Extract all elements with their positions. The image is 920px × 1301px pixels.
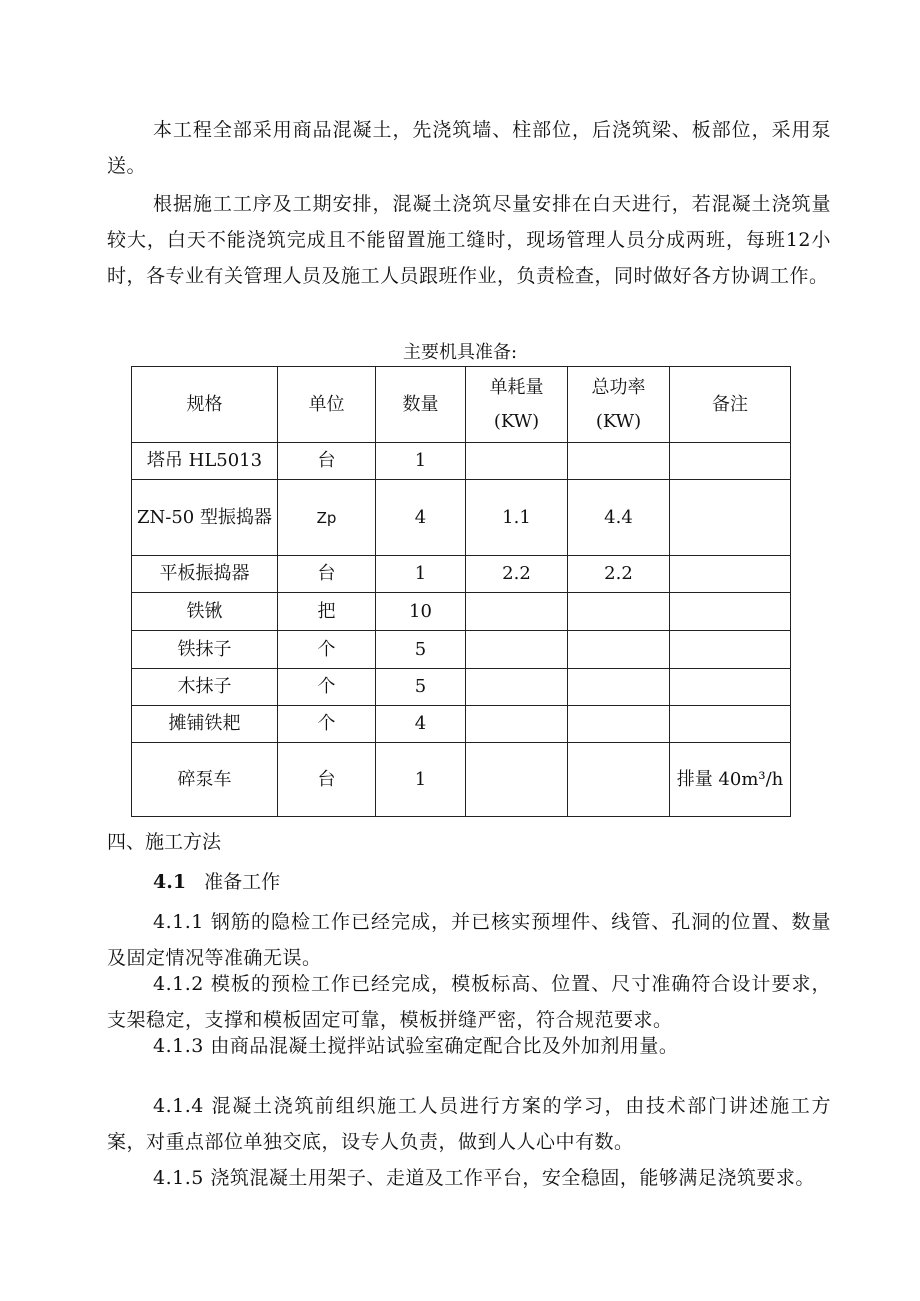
cell-spec: 塔吊 HL5013 (132, 443, 278, 480)
cell-qty: 1 (376, 556, 466, 593)
cell-spec: 铁抹子 (132, 631, 278, 669)
cell-power-unit (466, 593, 568, 631)
cell-power-unit (466, 631, 568, 669)
cell-power-total (568, 443, 670, 480)
subsection-title: 准备工作 (204, 871, 281, 893)
cell-unit: 个 (278, 669, 376, 706)
cell-unit: Zp (278, 480, 376, 556)
section-item: 4.1.5 浇筑混凝土用架子、走道及工作平台，安全稳固，能够满足浇筑要求。 (153, 1167, 815, 1189)
cell-power-unit (466, 443, 568, 480)
header-unit: 单位 (278, 367, 376, 443)
header-power-total-line2: (KW) (595, 410, 642, 432)
cell-note (670, 443, 791, 480)
intro-paragraph-2: 根据施工工序及工期安排，混凝土浇筑尽量安排在白天进行，若混凝土浇筑量较大，白天不能浇筑完成且不能留置施工缝时，现场管理人员分成两班，每班12小时，各专业有关管理人员及施工人员跟班作业，负责检查，同时做好各方协调工作。 (107, 193, 831, 287)
cell-spec: 摊铺铁耙 (132, 706, 278, 743)
table-row (132, 480, 791, 556)
cell-power-total: 2.2 (568, 556, 670, 593)
section-heading: 四、施工方法 (107, 831, 222, 853)
header-power-unit-line2: (KW) (493, 410, 540, 432)
equipment-table (131, 366, 791, 817)
section-item: 4.1.2 模板的预检工作已经完成，模板标高、位置、尺寸准确符合设计要求，支架稳定，支撑和模板固定可靠，模板拼缝严密，符合规范要求。 (107, 973, 831, 1031)
cell-unit: 台 (278, 743, 376, 817)
cell-note (670, 669, 791, 706)
cell-unit: 个 (278, 631, 376, 669)
cell-note (670, 706, 791, 743)
table-row (132, 743, 791, 817)
table-row (132, 669, 791, 706)
cell-spec: 平板振捣器 (132, 556, 278, 593)
cell-power-unit (466, 669, 568, 706)
cell-qty: 5 (376, 669, 466, 706)
cell-unit: 个 (278, 706, 376, 743)
cell-note (670, 480, 791, 556)
subsection-heading (153, 867, 280, 897)
table-row (132, 443, 791, 480)
table-row (132, 556, 791, 593)
section-item: 4.1.4 混凝土浇筑前组织施工人员进行方案的学习，由技术部门讲述施工方案，对重点部位单独交底，设专人负责，做到人人心中有数。 (107, 1095, 831, 1153)
cell-spec: 碎泵车 (132, 743, 278, 817)
cell-qty: 1 (376, 743, 466, 817)
cell-qty: 5 (376, 631, 466, 669)
cell-note (670, 556, 791, 593)
cell-qty: 4 (376, 480, 466, 556)
table-caption: 主要机具准备: (402, 342, 518, 363)
cell-power-total (568, 743, 670, 817)
header-power-unit (466, 367, 568, 443)
cell-note (670, 593, 791, 631)
cell-power-total (568, 669, 670, 706)
cell-power-unit (466, 743, 568, 817)
table-header-row (132, 367, 791, 443)
cell-power-unit: 2.2 (466, 556, 568, 593)
cell-power-total (568, 706, 670, 743)
cell-spec: 铁锹 (132, 593, 278, 631)
cell-power-total: 4.4 (568, 480, 670, 556)
cell-power-unit (466, 706, 568, 743)
cell-note (670, 631, 791, 669)
subsection-number: 4.1 (153, 871, 187, 893)
cell-note: 排量 40m³/h (670, 743, 791, 817)
header-note: 备注 (670, 367, 791, 443)
header-power-total (568, 367, 670, 443)
section-item: 4.1.3 由商品混凝土搅拌站试验室确定配合比及外加剂用量。 (153, 1035, 679, 1057)
cell-qty: 4 (376, 706, 466, 743)
header-qty: 数量 (376, 367, 466, 443)
header-power-unit-line1: 单耗量 (489, 376, 544, 398)
table-row (132, 631, 791, 669)
cell-unit: 把 (278, 593, 376, 631)
cell-power-unit: 1.1 (466, 480, 568, 556)
intro-paragraph-1: 本工程全部采用商品混凝土，先浇筑墙、柱部位，后浇筑梁、板部位，采用泵送。 (107, 119, 831, 177)
cell-spec: ZN-50 型振捣器 (132, 480, 278, 556)
cell-unit: 台 (278, 443, 376, 480)
table-row (132, 706, 791, 743)
cell-qty: 10 (376, 593, 466, 631)
cell-spec: 木抹子 (132, 669, 278, 706)
cell-power-total (568, 631, 670, 669)
table-row (132, 593, 791, 631)
cell-unit: 台 (278, 556, 376, 593)
section-item: 4.1.1 钢筋的隐检工作已经完成，并已核实预埋件、线管、孔洞的位置、数量及固定情况等准确无误。 (107, 911, 831, 969)
cell-power-total (568, 593, 670, 631)
cell-qty: 1 (376, 443, 466, 480)
header-spec: 规格 (132, 367, 278, 443)
header-power-total-line1: 总功率 (591, 376, 646, 398)
